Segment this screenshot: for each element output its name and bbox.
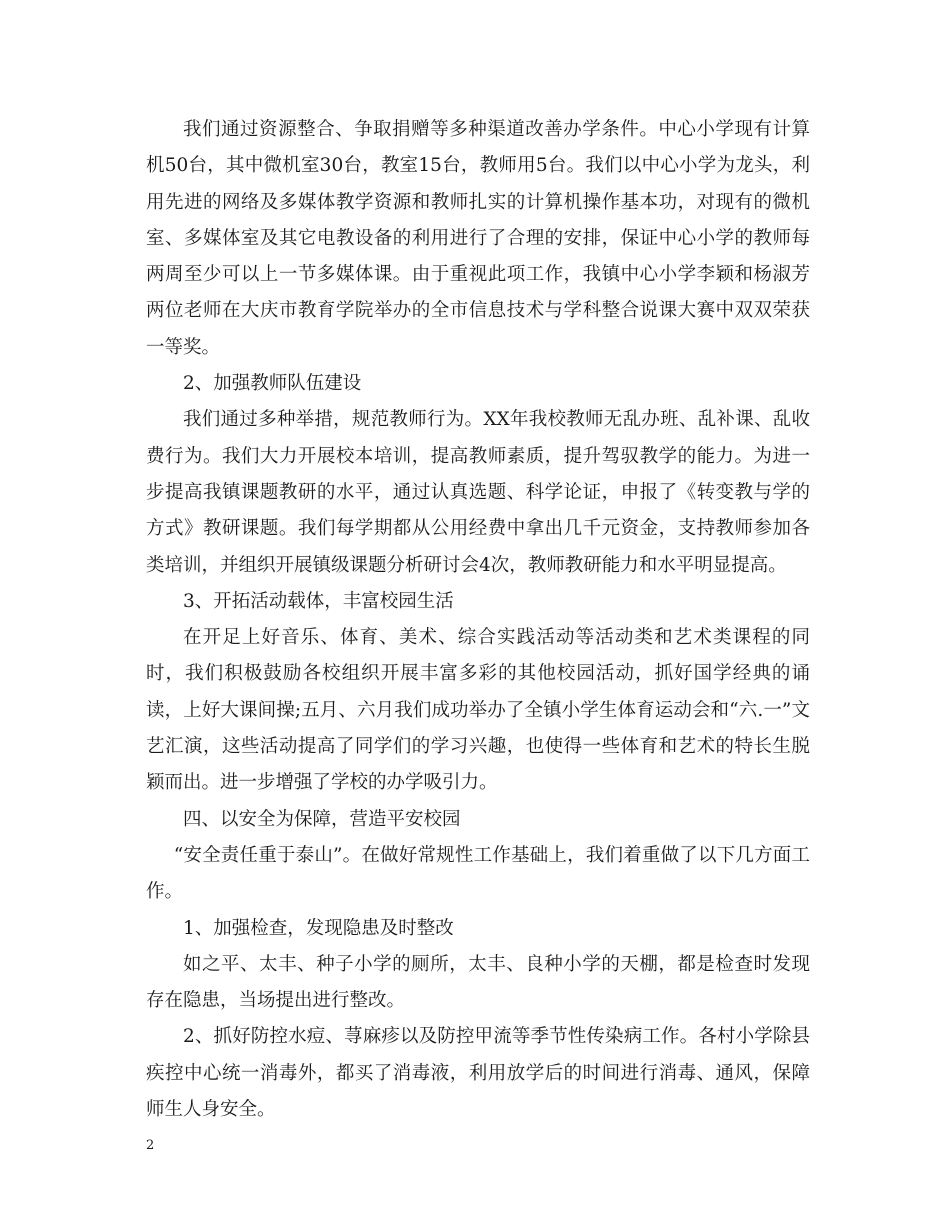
document-body <box>146 112 810 1128</box>
paragraph-teacher-team: 我们通过多种举措，规范教师行为。XX年我校教师无乱办班、乱补课、乱收费行为。我们大力开展校本培训，提高教师素质，提升驾驭教学的能力。为进一步提高我镇课题教研的水平，通过认真选题、科学论证，申报了《转变教与学的方式》教研课题。我们每学期都从公用经费中拿出几千元资金，支持教师参加各类培训，并组织开展镇级课题分析研讨会4次，教师教研能力和水平明显提高。 <box>146 409 810 576</box>
paragraph-facilities: 我们通过资源整合、争取捐赠等多种渠道改善办学条件。中心小学现有计算机50台，其中微机室30台，教室15台，教师用5台。我们以中心小学为龙头，利用先进的网络及多媒体教学资源和教师扎实的计算机操作基本功，对现有的微机室、多媒体室及其它电教设备的利用进行了合理的安排，保证中心小学的教师每两周至少可以上一节多媒体课。由于重视此项工作，我镇中心小学李颖和杨淑芳两位老师在大庆市教育学院举办的全市信息技术与学科整合说课大赛中双双荣获一等奖。 <box>146 119 810 358</box>
page-number: 2 <box>146 1138 155 1153</box>
paragraph-safety-intro: “安全责任重于泰山”。在做好常规性工作基础上，我们着重做了以下几方面工作。 <box>146 844 810 903</box>
heading-campus-activities: 3、开拓活动载体，丰富校园生活 <box>183 590 454 612</box>
heading-inspection: 1、加强检查，发现隐患及时整改 <box>183 917 454 939</box>
heading-teacher-team: 2、加强教师队伍建设 <box>183 373 362 395</box>
paragraph-campus-activities: 在开足上好音乐、体育、美术、综合实践活动等活动类和艺术类课程的同时，我们积极鼓励各校组织开展丰富多彩的其他校园活动，抓好国学经典的诵读，上好大课间操;五月、六月我们成功举办了全镇小学生体育运动会和“六.一”文艺汇演，这些活动提高了同学们的学习兴趣，也使得一些体育和艺术的特长生脱颖而出。进一步增强了学校的办学吸引力。 <box>146 627 810 794</box>
paragraph-inspection: 如之平、太丰、种子小学的厕所，太丰、良种小学的天棚，都是检查时发现存在隐患，当场提出进行整改。 <box>146 953 810 1012</box>
heading-safety: 四、以安全为保障，营造平安校园 <box>183 808 461 830</box>
paragraph-disease-prevention: 2、抓好防控水痘、荨麻疹以及防控甲流等季节性传染病工作。各村小学除县疾控中心统一消毒外，都买了消毒液，利用放学后的时间进行消毒、通风，保障师生人身安全。 <box>146 1026 810 1121</box>
